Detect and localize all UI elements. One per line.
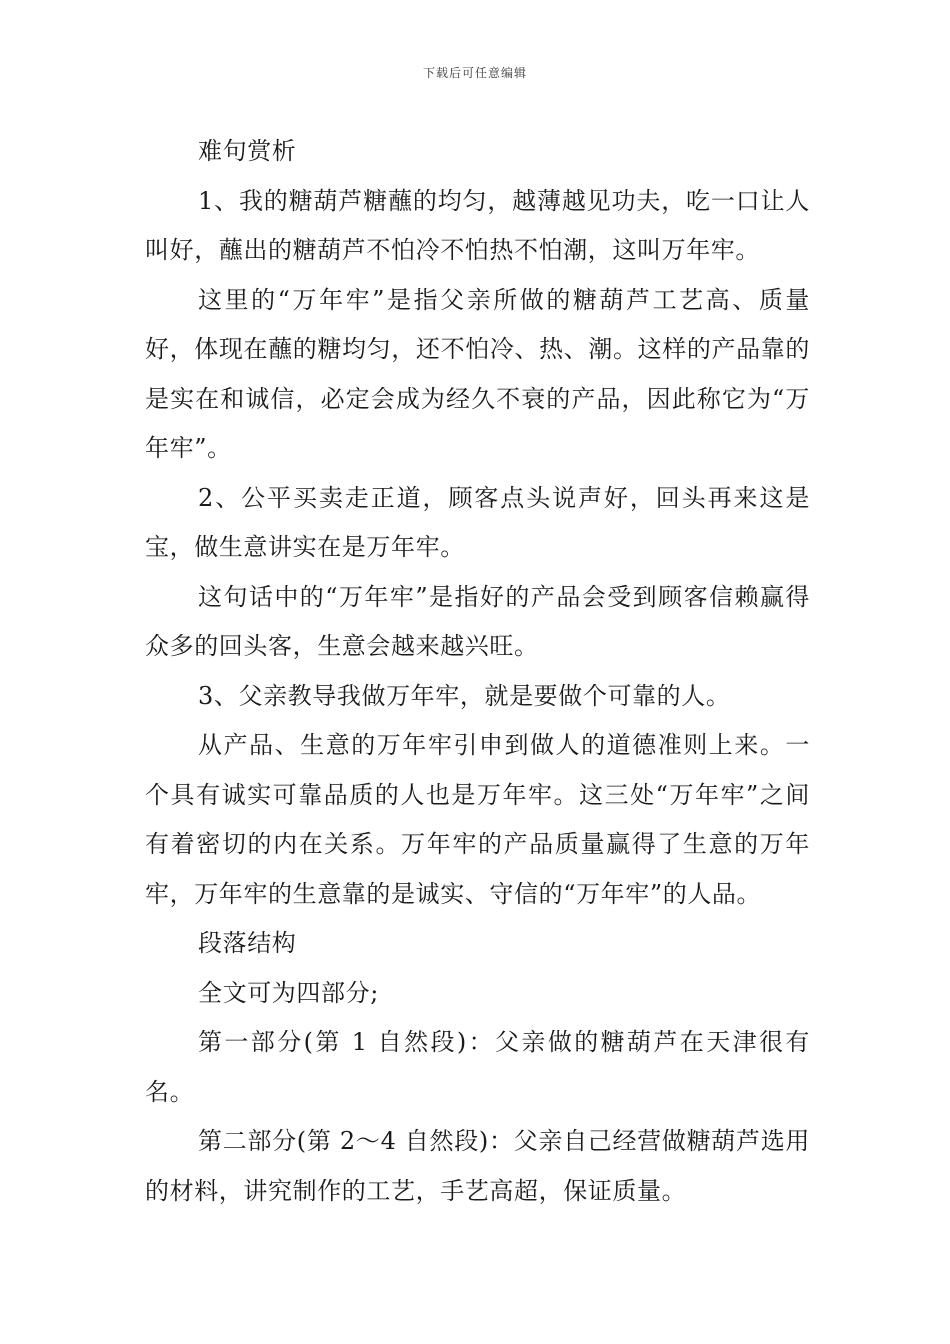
analysis-paragraph-3: 从产品、生意的万年牢引申到做人的道德准则上来。一个具有诚实可靠品质的人也是万年牢。这三处“万年牢”之间有着密切的内在关系。万年牢的产品质量赢得了生意的万年牢，万年牢的生意靠的是诚实、守信的“万年牢”的人品。 xyxy=(145,731,810,908)
quote-paragraph-3: 3、父亲教导我做万年牢，就是要做个可靠的人。 xyxy=(198,681,731,710)
analysis-paragraph-2: 这句话中的“万年牢”是指好的产品会受到顾客信赖赢得众多的回头客，生意会越来越兴旺。 xyxy=(145,582,810,660)
page-header: 下载后可任意编辑 xyxy=(422,66,527,80)
structure-part-2: 第二部分(第 2～4 自然段)：父亲自己经营做糖葫芦选用的材料，讲究制作的工艺，手艺高超，保证质量。 xyxy=(145,1127,810,1205)
structure-intro: 全文可为四部分; xyxy=(198,978,379,1007)
section-heading-difficult-sentences: 难句赏析 xyxy=(198,137,297,165)
document-body xyxy=(145,127,810,1216)
section-heading-structure: 段落结构 xyxy=(198,929,297,957)
analysis-paragraph-1: 这里的“万年牢”是指父亲所做的糖葫芦工艺高、质量好，体现在蘸的糖均匀，还不怕冷、热、潮。这样的产品靠的是实在和诚信，必定会成为经久不衰的产品，因此称它为“万年牢”。 xyxy=(145,285,810,462)
structure-part-1: 第一部分(第 1 自然段)：父亲做的糖葫芦在天津很有名。 xyxy=(145,1028,810,1106)
quote-paragraph-2: 2、公平买卖走正道，顾客点头说声好，回头再来这是宝，做生意讲实在是万年牢。 xyxy=(145,483,810,561)
quote-paragraph-1: 1、我的糖葫芦糖蘸的均匀，越薄越见功夫，吃一口让人叫好，蘸出的糖葫芦不怕冷不怕热不怕潮，这叫万年牢。 xyxy=(145,186,810,264)
